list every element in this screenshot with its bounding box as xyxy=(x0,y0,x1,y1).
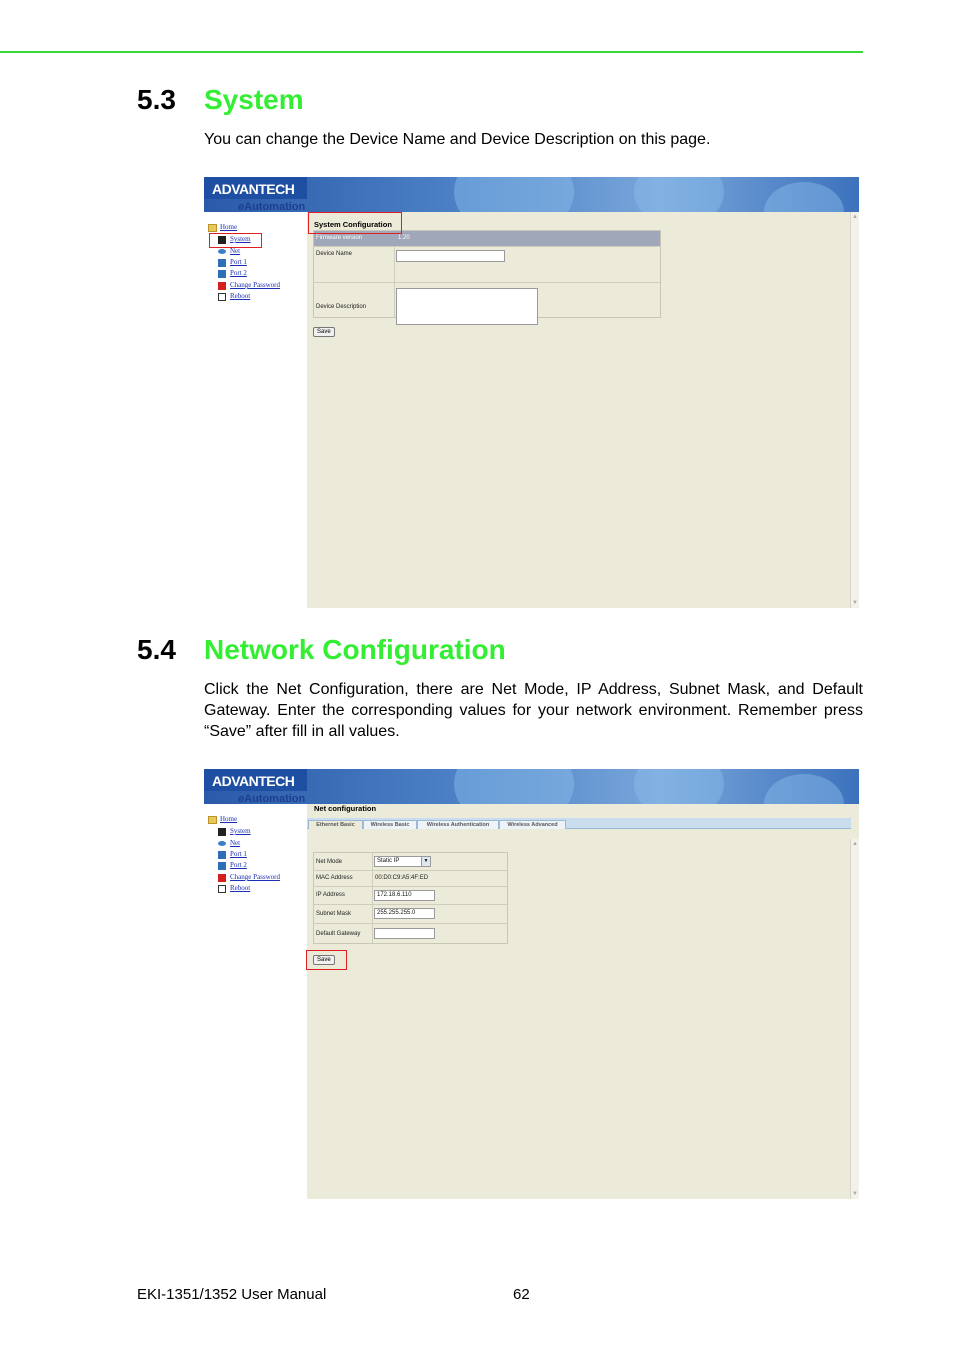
page-title: System Configuration xyxy=(314,220,392,229)
section-text-system: You can change the Device Name and Device Description on this page. xyxy=(204,131,711,148)
section-number-system: 5.3 xyxy=(137,84,176,115)
gateway-row: Default Gateway xyxy=(314,924,507,943)
chevron-down-icon[interactable]: ▼ xyxy=(421,857,430,866)
highlight-save-button xyxy=(306,950,347,970)
reboot-icon xyxy=(218,293,226,301)
net-mode-row: Net Mode Static IP ▼ xyxy=(314,853,507,871)
network-icon xyxy=(218,249,226,254)
scroll-down-icon[interactable]: ▼ xyxy=(852,600,858,606)
scroll-up-icon[interactable]: ▲ xyxy=(852,214,858,220)
device-name-input[interactable] xyxy=(396,250,505,262)
mac-row: MAC Address 00:D0:C9:A5:4F:ED xyxy=(314,871,507,887)
lock-icon xyxy=(218,282,226,290)
net-header xyxy=(307,804,851,818)
subnet-mask-input[interactable]: 255.255.255.0 xyxy=(374,908,435,919)
port-icon xyxy=(218,862,226,870)
advantech-logo: ADVANTECH xyxy=(204,769,307,791)
port-icon xyxy=(218,851,226,859)
folder-icon xyxy=(208,224,217,232)
save-button[interactable]: Save xyxy=(313,327,335,337)
net-mode-select[interactable]: Static IP ▼ xyxy=(374,856,431,867)
footer-page-number: 62 xyxy=(513,1286,530,1303)
tab-ethernet-basic[interactable]: Ethernet Basic xyxy=(308,820,363,829)
scrollbar[interactable] xyxy=(850,212,859,608)
firmware-row: Firmware version 1.20 xyxy=(314,231,660,247)
system-table xyxy=(313,230,661,318)
device-description-textarea[interactable] xyxy=(396,288,538,325)
system-icon xyxy=(218,828,226,836)
system-content xyxy=(307,212,859,608)
net-content xyxy=(307,804,859,1199)
port-icon xyxy=(218,259,226,267)
tab-wireless-basic[interactable]: Wireless Basic xyxy=(363,820,417,829)
mac-value: 00:D0:C9:A5:4F:ED xyxy=(375,875,429,881)
save-button[interactable]: Save xyxy=(313,955,335,965)
section-title-system: System xyxy=(204,84,304,115)
lock-icon xyxy=(218,874,226,882)
section-text-network: Click the Net Configuration, there are Net Mode, IP Address, Subnet Mask, and Default Gateway. Enter the corresponding values for your network environment. Remember press “Save” after fill in all values. xyxy=(204,681,863,740)
tab-bar xyxy=(307,818,851,829)
eautomation-logo: eAutomation xyxy=(238,793,306,805)
device-description-row: Device Description xyxy=(314,283,660,317)
advantech-logo: ADVANTECH xyxy=(204,177,307,199)
page-title: Net configuration xyxy=(314,804,377,813)
net-table xyxy=(313,852,508,944)
subnet-row: Subnet Mask 255.255.255.0 xyxy=(314,905,507,924)
net-screenshot: ADVANTECH eAutomation Home System Net Port 1 Port 2 Change Password Reboot Net configuration Ethernet Basic Wireless Basic Wireless Authentication Wireless Advanced Net Mode Static IP ▼ MAC Address 00:D0:C9:A5:4F:ED IP Address 172.18.6.110 Subnet Mask 255.255.255.0 Default Gateway Save ▲ ▼ xyxy=(204,769,859,1199)
footer-manual: EKI-1351/1352 User Manual xyxy=(137,1286,327,1303)
folder-icon xyxy=(208,816,217,824)
ip-row: IP Address 172.18.6.110 xyxy=(314,887,507,905)
eautomation-logo: eAutomation xyxy=(238,201,306,213)
scrollbar[interactable] xyxy=(850,839,859,1199)
section-title-network: Network Configuration xyxy=(204,634,506,665)
system-screenshot: ADVANTECH eAutomation Home System Net Port 1 Port 2 Change Password Reboot System Configuration Firmware version 1.20 Device Name Device Description Save ▲ ▼ xyxy=(204,177,859,608)
highlight-system-title xyxy=(308,212,402,234)
default-gateway-input[interactable] xyxy=(374,928,435,939)
network-icon xyxy=(218,841,226,846)
scroll-up-icon[interactable]: ▲ xyxy=(852,841,858,847)
highlight-system-nav xyxy=(209,233,262,248)
header-rule xyxy=(0,51,863,53)
scroll-down-icon[interactable]: ▼ xyxy=(852,1191,858,1197)
tab-wireless-advanced[interactable]: Wireless Advanced xyxy=(499,820,566,829)
reboot-icon xyxy=(218,885,226,893)
firmware-value: 1.20 xyxy=(398,235,410,241)
section-number-network: 5.4 xyxy=(137,634,176,665)
device-name-row: Device Name xyxy=(314,247,660,283)
port-icon xyxy=(218,270,226,278)
ip-address-input[interactable]: 172.18.6.110 xyxy=(374,890,435,901)
tab-wireless-authentication[interactable]: Wireless Authentication xyxy=(417,820,499,829)
